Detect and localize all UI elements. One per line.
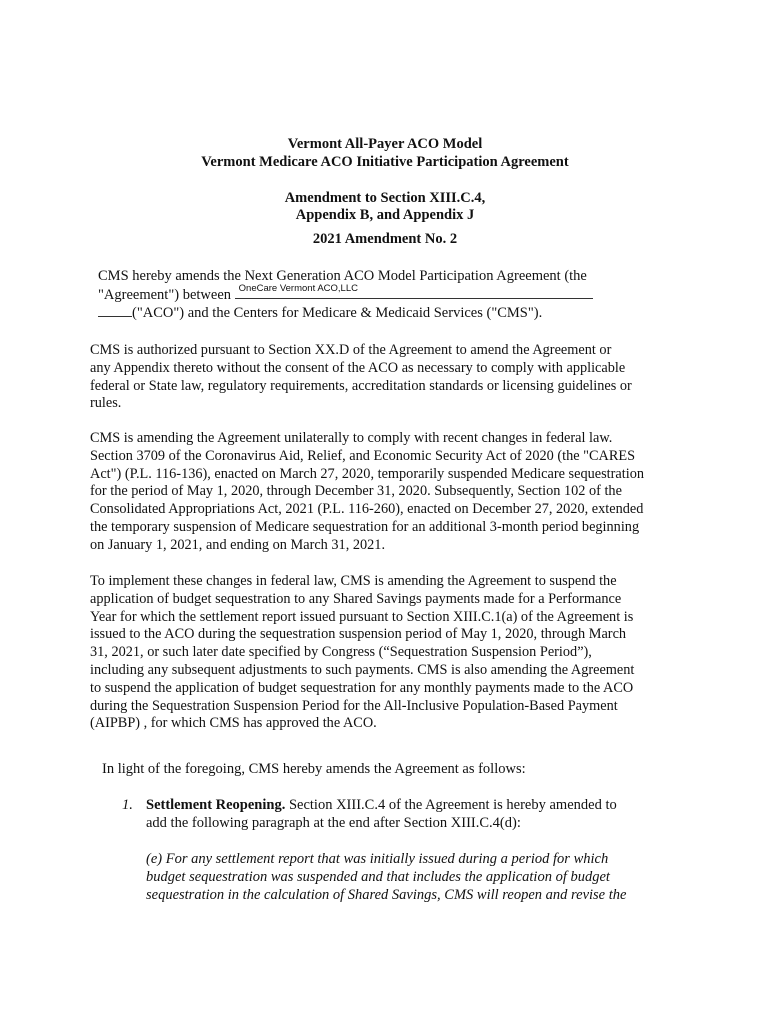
p3-line: issued to the ACO during the sequestration suspension period of May 1, 2020, through March xyxy=(90,626,627,643)
p3-line: during the Sequestration Suspension Period for the All-Inclusive Population-Based Payment xyxy=(90,697,618,714)
p3-line: including any subsequent adjustments to such payments. CMS is also amending the Agreement xyxy=(90,661,635,678)
p3-line: Year for which the settlement report issued pursuant to Section XIII.C.1(a) of the Agreement is xyxy=(90,608,634,625)
intro-line-3 xyxy=(98,304,542,322)
quote-line: sequestration in the calculation of Shared Savings, CMS will reopen and revise the xyxy=(146,887,627,903)
quote-line: (e) For any settlement report that was initially issued during a period for which xyxy=(146,851,609,867)
item-heading: Settlement Reopening. xyxy=(146,797,286,813)
p3-line: application of budget sequestration to any Shared Savings payments made for a Performance xyxy=(90,590,622,607)
intro-line-1: CMS hereby amends the Next Generation ACO Model Participation Agreement (the xyxy=(98,268,587,284)
item-number: 1. xyxy=(122,797,133,813)
paragraph-federal-law xyxy=(90,430,680,555)
blank-underline xyxy=(98,304,132,317)
p2-line: Act") (P.L. 116-136), enacted on March 27, 2020, temporarily suspended Medicare sequestration xyxy=(90,465,644,482)
doc-title-line1: Vermont All-Payer ACO Model xyxy=(287,136,483,152)
intro-line-2 xyxy=(98,285,593,304)
aco-name-field[interactable] xyxy=(235,285,593,299)
doc-title-line3: Amendment to Section XIII.C.4, xyxy=(284,190,486,206)
doc-title-line4: Appendix B, and Appendix J xyxy=(295,207,475,223)
doc-title-line2: Vermont Medicare ACO Initiative Participation Agreement xyxy=(201,154,569,170)
paragraph-authority xyxy=(90,342,680,413)
item1-line-1 xyxy=(146,796,617,814)
p2-line: Section 3709 of the Coronavirus Aid, Relief, and Economic Security Act of 2020 (the "CARES xyxy=(90,447,636,464)
intro-line-2-text: "Agreement") between xyxy=(98,287,235,303)
p2-line: for the period of May 1, 2020, through December 31, 2020. Subsequently, Section 102 of the xyxy=(90,483,622,500)
intro-line-3-text: ("ACO") and the Centers for Medicare & Medicaid Services ("CMS"). xyxy=(132,305,543,321)
amendment-number: 2021 Amendment No. 2 xyxy=(312,231,458,247)
p3-line: to suspend the application of budget sequestration for any monthly payments made to the ACO xyxy=(90,679,634,696)
p3-line: 31, 2021, or such later date specified by Congress (“Sequestration Suspension Period”), xyxy=(90,644,592,661)
p2-line: on January 1, 2021, and ending on March 31, 2021. xyxy=(90,536,386,553)
quote-line: budget sequestration was suspended and that includes the application of budget xyxy=(146,869,610,885)
item-text: Section XIII.C.4 of the Agreement is hereby amended to xyxy=(285,797,617,813)
p1-line: rules. xyxy=(90,395,122,412)
item1-line-2: add the following paragraph at the end after Section XIII.C.4(d): xyxy=(146,815,521,831)
p2-line: the temporary suspension of Medicare sequestration for an additional 3-month period beginning xyxy=(90,518,640,535)
p3-line: (AIPBP) , for which CMS has approved the ACO. xyxy=(90,715,377,732)
p2-line: CMS is amending the Agreement unilaterally to comply with recent changes in federal law. xyxy=(90,430,613,446)
p1-line: federal or State law, regulatory requirements, accreditation standards or licensing guidelines or xyxy=(90,377,632,394)
p2-line: Consolidated Appropriations Act, 2021 (P.L. 116-260), enacted on December 27, 2020, extended xyxy=(90,501,644,518)
p1-line: CMS is authorized pursuant to Section XX.D of the Agreement to amend the Agreement or xyxy=(90,342,612,358)
paragraph-implementation xyxy=(90,573,680,733)
aco-name-value: OneCare Vermont ACO,LLC xyxy=(238,283,358,294)
p3-line: To implement these changes in federal law, CMS is amending the Agreement to suspend the xyxy=(90,573,617,589)
p1-line: any Appendix thereto without the consent of the ACO as necessary to comply with applicable xyxy=(90,359,626,376)
paragraph-foregoing: In light of the foregoing, CMS hereby amends the Agreement as follows: xyxy=(102,761,526,777)
